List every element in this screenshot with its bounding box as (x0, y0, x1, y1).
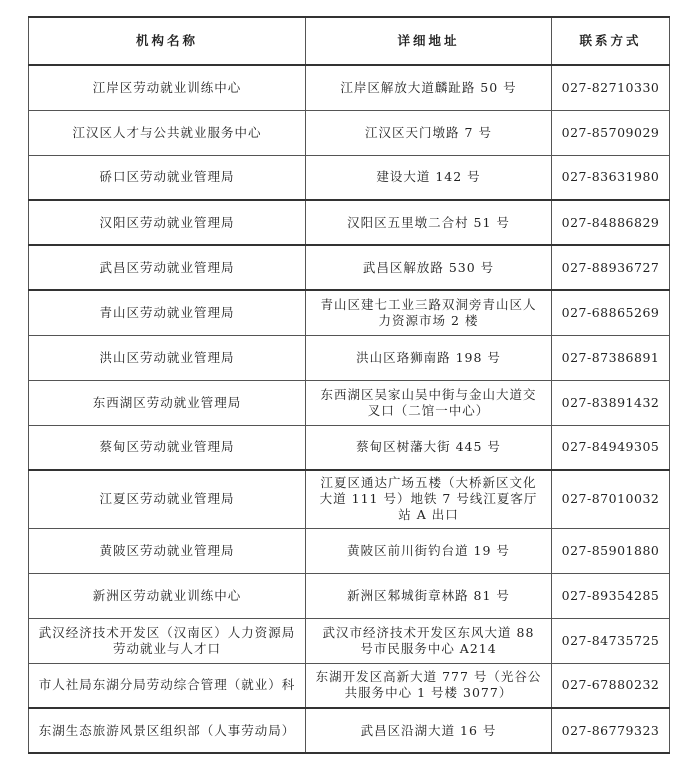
table-row (29, 573, 670, 618)
address-cell: 江汉区天门墩路 7 号 (306, 110, 552, 155)
org-name-cell: 洪山区劳动就业管理局 (29, 335, 306, 380)
org-name-cell: 新洲区劳动就业训练中心 (29, 573, 306, 618)
table-row (29, 290, 670, 335)
table-row (29, 65, 670, 110)
table-row (29, 155, 670, 200)
header-org-name: 机构名称 (29, 17, 306, 65)
address-cell: 洪山区珞狮南路 198 号 (306, 335, 552, 380)
org-name-cell: 武汉经济技术开发区（汉南区）人力资源局劳动就业与人才口 (29, 618, 306, 663)
org-name-cell: 黄陂区劳动就业管理局 (29, 528, 306, 573)
table-row (29, 425, 670, 470)
phone-cell: 027-88936727 (552, 245, 670, 290)
address-cell: 江岸区解放大道麟趾路 50 号 (306, 65, 552, 110)
table-body (29, 65, 670, 753)
table-row (29, 200, 670, 245)
address-cell: 武昌区解放路 530 号 (306, 245, 552, 290)
phone-cell: 027-68865269 (552, 290, 670, 335)
table-row (29, 708, 670, 753)
agency-contact-table (28, 16, 670, 754)
phone-cell: 027-82710330 (552, 65, 670, 110)
address-cell: 建设大道 142 号 (306, 155, 552, 200)
org-name-cell: 青山区劳动就业管理局 (29, 290, 306, 335)
org-name-cell: 汉阳区劳动就业管理局 (29, 200, 306, 245)
org-name-cell: 蔡甸区劳动就业管理局 (29, 425, 306, 470)
table-row (29, 528, 670, 573)
phone-cell: 027-83891432 (552, 380, 670, 425)
header-contact: 联系方式 (552, 17, 670, 65)
table-row (29, 380, 670, 425)
address-cell: 新洲区邾城街章林路 81 号 (306, 573, 552, 618)
phone-cell: 027-84735725 (552, 618, 670, 663)
address-cell: 蔡甸区树藩大街 445 号 (306, 425, 552, 470)
table-row (29, 110, 670, 155)
phone-cell: 027-85709029 (552, 110, 670, 155)
header-address: 详细地址 (306, 17, 552, 65)
address-cell: 汉阳区五里墩二合村 51 号 (306, 200, 552, 245)
phone-cell: 027-84949305 (552, 425, 670, 470)
phone-cell: 027-84886829 (552, 200, 670, 245)
header-row (29, 17, 670, 65)
org-name-cell: 市人社局东湖分局劳动综合管理（就业）科 (29, 663, 306, 708)
phone-cell: 027-87386891 (552, 335, 670, 380)
address-cell: 武汉市经济技术开发区东风大道 88 号市民服务中心 A214 (306, 618, 552, 663)
org-name-cell: 江岸区劳动就业训练中心 (29, 65, 306, 110)
table-row (29, 618, 670, 663)
phone-cell: 027-83631980 (552, 155, 670, 200)
org-name-cell: 东西湖区劳动就业管理局 (29, 380, 306, 425)
phone-cell: 027-87010032 (552, 470, 670, 528)
address-cell: 东西湖区吴家山吴中街与金山大道交叉口（二馆一中心） (306, 380, 552, 425)
address-cell: 武昌区沿湖大道 16 号 (306, 708, 552, 753)
org-name-cell: 江汉区人才与公共就业服务中心 (29, 110, 306, 155)
org-name-cell: 江夏区劳动就业管理局 (29, 470, 306, 528)
table-row (29, 245, 670, 290)
address-cell: 黄陂区前川街钓台道 19 号 (306, 528, 552, 573)
address-cell: 东湖开发区高新大道 777 号（光谷公共服务中心 1 号楼 3077） (306, 663, 552, 708)
phone-cell: 027-85901880 (552, 528, 670, 573)
address-cell: 江夏区通达广场五楼（大桥新区文化大道 111 号）地铁 7 号线江夏客厅站 A 出口 (306, 470, 552, 528)
org-name-cell: 硚口区劳动就业管理局 (29, 155, 306, 200)
table-row (29, 663, 670, 708)
address-cell: 青山区建七工业三路双洞旁青山区人力资源市场 2 楼 (306, 290, 552, 335)
org-name-cell: 武昌区劳动就业管理局 (29, 245, 306, 290)
table-row (29, 470, 670, 528)
org-name-cell: 东湖生态旅游风景区组织部（人事劳动局） (29, 708, 306, 753)
phone-cell: 027-89354285 (552, 573, 670, 618)
table-row (29, 335, 670, 380)
phone-cell: 027-86779323 (552, 708, 670, 753)
table-header (29, 17, 670, 65)
phone-cell: 027-67880232 (552, 663, 670, 708)
